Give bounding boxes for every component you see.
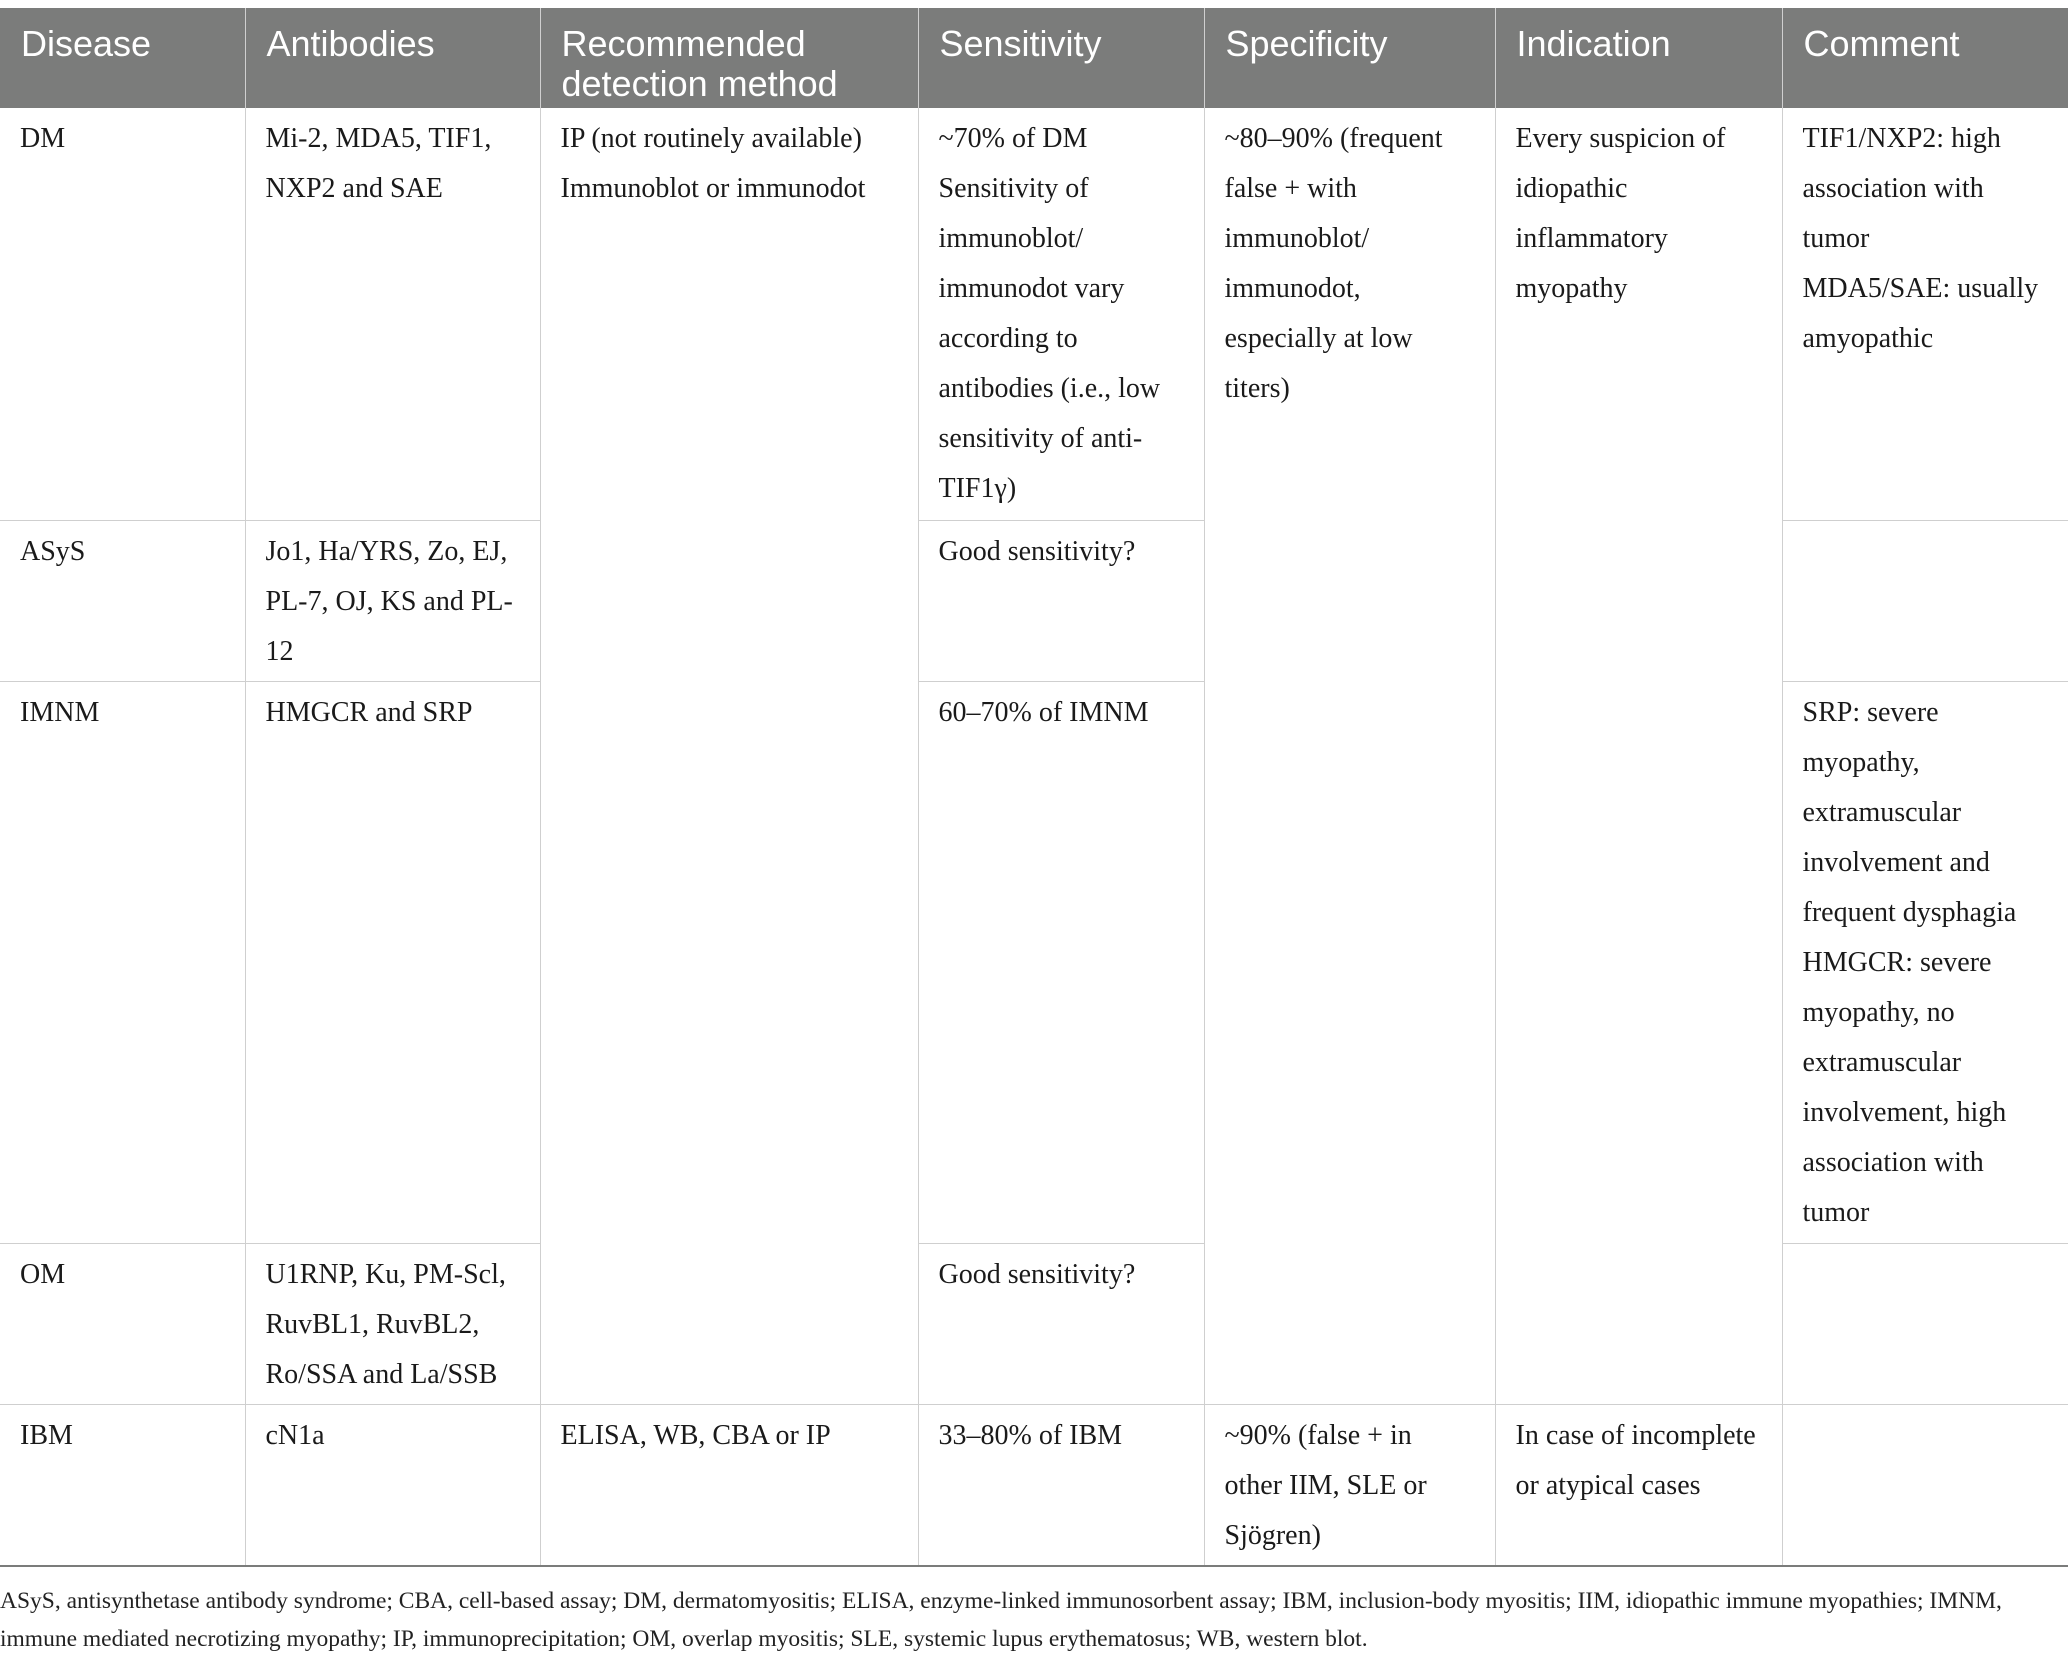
cell-disease: OM [0, 1243, 245, 1404]
cell-disease: ASyS [0, 520, 245, 681]
header-row [0, 8, 2068, 108]
header-antibodies: Antibodies [245, 8, 540, 108]
cell-specificity-shared: ~80–90% (frequent false + with immunoblot/ immunodot, especially at low titers) [1204, 108, 1495, 1404]
cell-indication-shared: Every suspicion of idiopathic inflammatory myopathy [1495, 108, 1782, 1404]
cell-specificity: ~90% (false + in other IIM, SLE or Sjögren) [1204, 1404, 1495, 1566]
comment-line: HMGCR: severe myopathy, no extramuscular involvement, high association with tumor [1802, 946, 2007, 1228]
table-row [0, 108, 2068, 520]
header-comment: Comment [1782, 8, 2068, 108]
cell-antibodies: U1RNP, Ku, PM-Scl, RuvBL1, RuvBL2, Ro/SSA and La/SSB [245, 1243, 540, 1404]
table-header [0, 8, 2068, 108]
cell-comment [1782, 1243, 2068, 1404]
header-sensitivity: Sensitivity [918, 8, 1204, 108]
cell-sensitivity: 60–70% of IMNM [918, 681, 1204, 1243]
cell-antibodies: Mi-2, MDA5, TIF1, NXP2 and SAE [245, 108, 540, 520]
header-detection-method: Recommended detection method [540, 8, 918, 108]
table-body [0, 108, 2068, 1566]
comment-line: SRP: severe myopathy, extramuscular involvement and frequent dysphagia [1802, 696, 2017, 928]
comment-line: TIF1/NXP2: high association with tumor [1802, 123, 2001, 254]
cell-antibodies: cN1a [245, 1404, 540, 1566]
cell-disease: IMNM [0, 681, 245, 1243]
sensitivity-line: ~70% of DM [938, 123, 1088, 154]
sensitivity-line: Sensitivity of immunoblot/ immunodot vary according to antibodies (i.e., low sensitivity of anti-TIF1γ) [938, 173, 1161, 504]
method-line: IP (not routinely available) [560, 123, 862, 154]
cell-antibodies: HMGCR and SRP [245, 681, 540, 1243]
header-specificity: Specificity [1204, 8, 1495, 108]
cell-sensitivity: Good sensitivity? [918, 520, 1204, 681]
cell-indication: In case of incomplete or atypical cases [1495, 1404, 1782, 1566]
cell-comment [1782, 1404, 2068, 1566]
method-line: Immunoblot or immunodot [560, 173, 866, 204]
cell-antibodies: Jo1, Ha/YRS, Zo, EJ, PL-7, OJ, KS and PL-12 [245, 520, 540, 681]
header-indication: Indication [1495, 8, 1782, 108]
antibody-table [0, 8, 2068, 1567]
table-footnote: ASyS, antisynthetase antibody syndrome; CBA, cell-based assay; DM, dermatomyositis; ELISA, enzyme-linked immunosorbent assay; IBM, inclusion-body myositis; IIM, idiopathic immune myopathies; IMNM, immune mediated necrotizing myopathy; IP, immunoprecipitation; OM, overlap myositis; SLE, systemic lupus erythematosus; WB, western blot. [0, 1588, 2002, 1652]
cell-sensitivity: Good sensitivity? [918, 1243, 1204, 1404]
cell-sensitivity [918, 108, 1204, 520]
cell-detection-method-shared [540, 108, 918, 1404]
cell-sensitivity: 33–80% of IBM [918, 1404, 1204, 1566]
comment-line: MDA5/SAE: usually amyopathic [1802, 273, 2039, 354]
header-disease: Disease [0, 8, 245, 108]
cell-comment [1782, 681, 2068, 1243]
cell-disease: IBM [0, 1404, 245, 1566]
cell-detection-method: ELISA, WB, CBA or IP [540, 1404, 918, 1566]
table-row [0, 1404, 2068, 1566]
cell-comment [1782, 108, 2068, 520]
cell-disease: DM [0, 108, 245, 520]
antibody-table-container [0, 8, 2068, 1567]
cell-comment [1782, 520, 2068, 681]
